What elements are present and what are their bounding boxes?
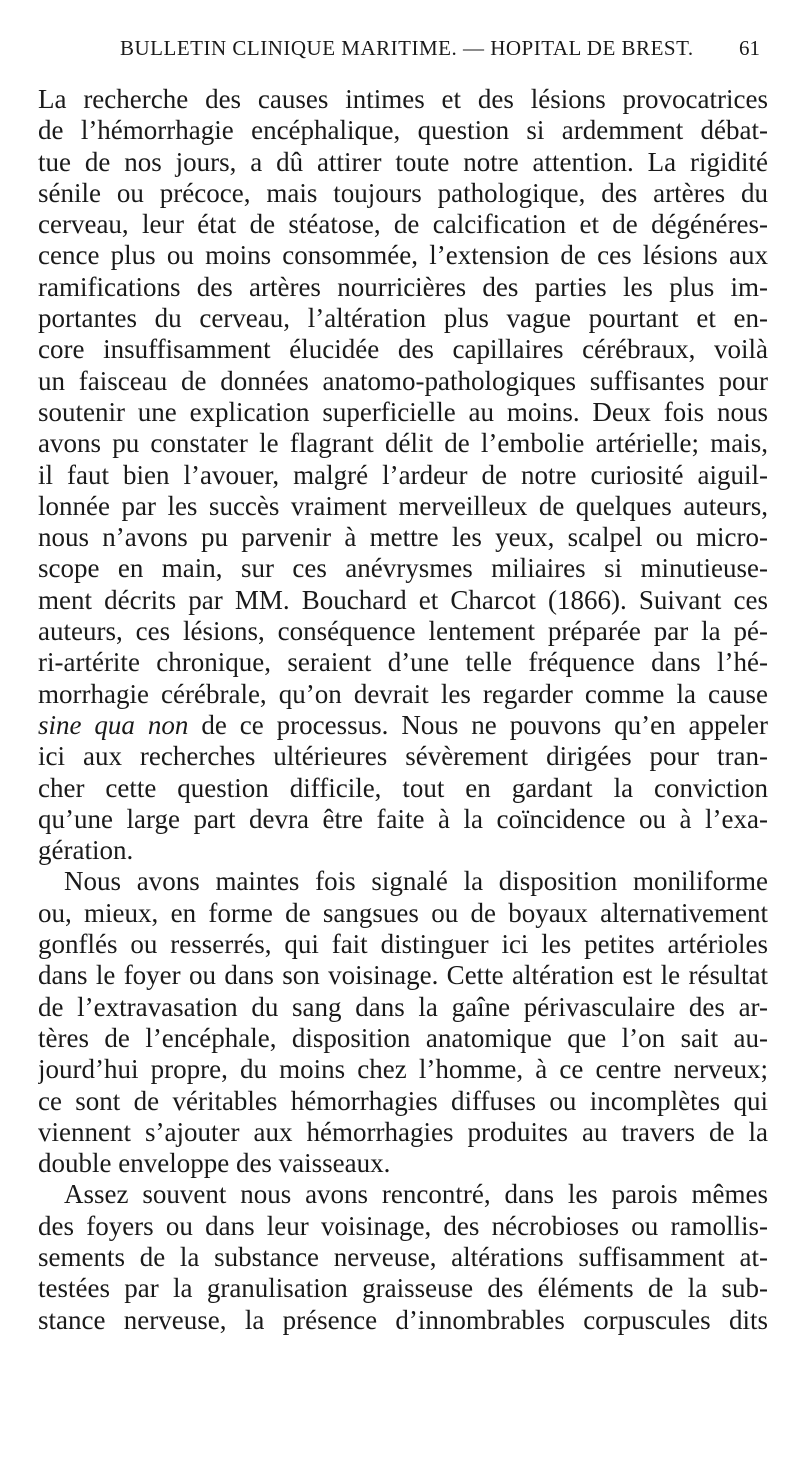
text-line-rest: de ce processus. Nous ne pouvons qu’en appeler <box>201 709 768 740</box>
text-line: un faisceau de données anatomo-pathologiques suffisantes pour <box>38 365 768 396</box>
italic-phrase: sine qua non <box>38 709 189 740</box>
page-number: 61 <box>739 36 760 60</box>
text-line: de l’hémorrhagie encéphalique, question si ardemment débat- <box>38 115 768 146</box>
text-line: Assez souvent nous avons rencontré, dans les parois mêmes <box>64 1179 768 1210</box>
text-line: lonnée par les succès vraiment merveilleux de quelques auteurs, <box>38 490 768 521</box>
text-line: ment décrits par MM. Bouchard et Charcot (1866). Suivant ces <box>38 584 768 615</box>
text-line: cerveau, leur état de stéatose, de calcification et de dégénéres- <box>38 209 768 240</box>
page-bottom-edge <box>0 1459 800 1471</box>
text-line: il faut bien l’avouer, malgré l’ardeur de notre curiosité aiguil- <box>38 459 768 490</box>
text-line: qu’une large part devra être faite à la coïncidence ou à l’exa- <box>38 803 768 834</box>
text-line: Nous avons maintes fois signalé la disposition moniliforme <box>64 866 768 897</box>
paragraph-3 <box>38 1179 768 1335</box>
text-line: dans le foyer ou dans son voisinage. Cette altération est le résultat <box>38 960 768 991</box>
text-line: tères de l’encéphale, disposition anatomique que l’on sait au- <box>38 1022 768 1053</box>
text-line: morrhagie cérébrale, qu’on devrait les regarder comme la cause <box>38 678 768 709</box>
text-line: testées par la granulisation graisseuse des éléments de la sub- <box>38 1273 768 1304</box>
text-line: ici aux recherches ultérieures sévèrement dirigées pour tran- <box>38 741 768 772</box>
page-header <box>120 36 760 66</box>
text-line: auteurs, ces lésions, conséquence lentement préparée par la pé- <box>38 616 768 647</box>
text-line: ou, mieux, en forme de sangsues ou de boyaux alternativement <box>38 897 768 928</box>
text-line: ramifications des artères nourricières des parties les plus im- <box>38 271 768 302</box>
body-text <box>38 84 768 1336</box>
text-line: core insuffisamment élucidée des capillaires cérébraux, voilà <box>38 334 768 365</box>
text-line: de l’extravasation du sang dans la gaîne périvasculaire des ar- <box>38 991 768 1022</box>
text-line: des foyers ou dans leur voisinage, des nécrobioses ou ramollis- <box>38 1210 768 1241</box>
text-line: La recherche des causes intimes et des lésions provocatrices <box>38 84 768 114</box>
text-line: stance nerveuse, la présence d’innombrables corpuscules dits <box>38 1304 768 1335</box>
running-title: BULLETIN CLINIQUE MARITIME. — HOPITAL DE BREST. <box>120 36 694 60</box>
paragraph-2 <box>38 866 768 1179</box>
text-line: gonflés ou resserrés, qui fait distinguer ici les petites artérioles <box>38 929 768 960</box>
text-line: viennent s’ajouter aux hémorrhagies produites au travers de la <box>38 1116 768 1147</box>
text-line: sénile ou précoce, mais toujours pathologique, des artères du <box>38 177 768 208</box>
paragraph-1 <box>38 84 768 866</box>
text-line: gération. <box>38 835 134 866</box>
text-line: nous n’avons pu parvenir à mettre les yeux, scalpel ou micro- <box>38 522 768 553</box>
text-line: cher cette question difficile, tout en gardant la conviction <box>38 772 768 803</box>
text-line: soutenir une explication superficielle au moins. Deux fois nous <box>38 396 768 427</box>
text-line: cence plus ou moins consommée, l’extension de ces lésions aux <box>38 240 768 271</box>
text-line: jourd’hui propre, du moins chez l’homme, à ce centre nerveux; <box>38 1054 768 1085</box>
text-line: double enveloppe des vaisseaux. <box>38 1148 391 1179</box>
text-line: avons pu constater le flagrant délit de l’embolie artérielle; mais, <box>38 428 768 459</box>
text-line: portantes du cerveau, l’altération plus vague pourtant et en- <box>38 303 768 334</box>
text-line: ce sont de véritables hémorrhagies diffuses ou incomplètes qui <box>38 1085 768 1116</box>
text-line: sements de la substance nerveuse, altérations suffisamment at- <box>38 1241 768 1272</box>
text-line: scope en main, sur ces anévrysmes miliaires si minutieuse- <box>38 553 768 584</box>
text-line: tue de nos jours, a dû attirer toute notre attention. La rigidité <box>38 146 768 177</box>
text-line: ri-artérite chronique, seraient d’une telle fréquence dans l’hé- <box>38 647 768 678</box>
text-line-with-italic <box>38 710 768 741</box>
